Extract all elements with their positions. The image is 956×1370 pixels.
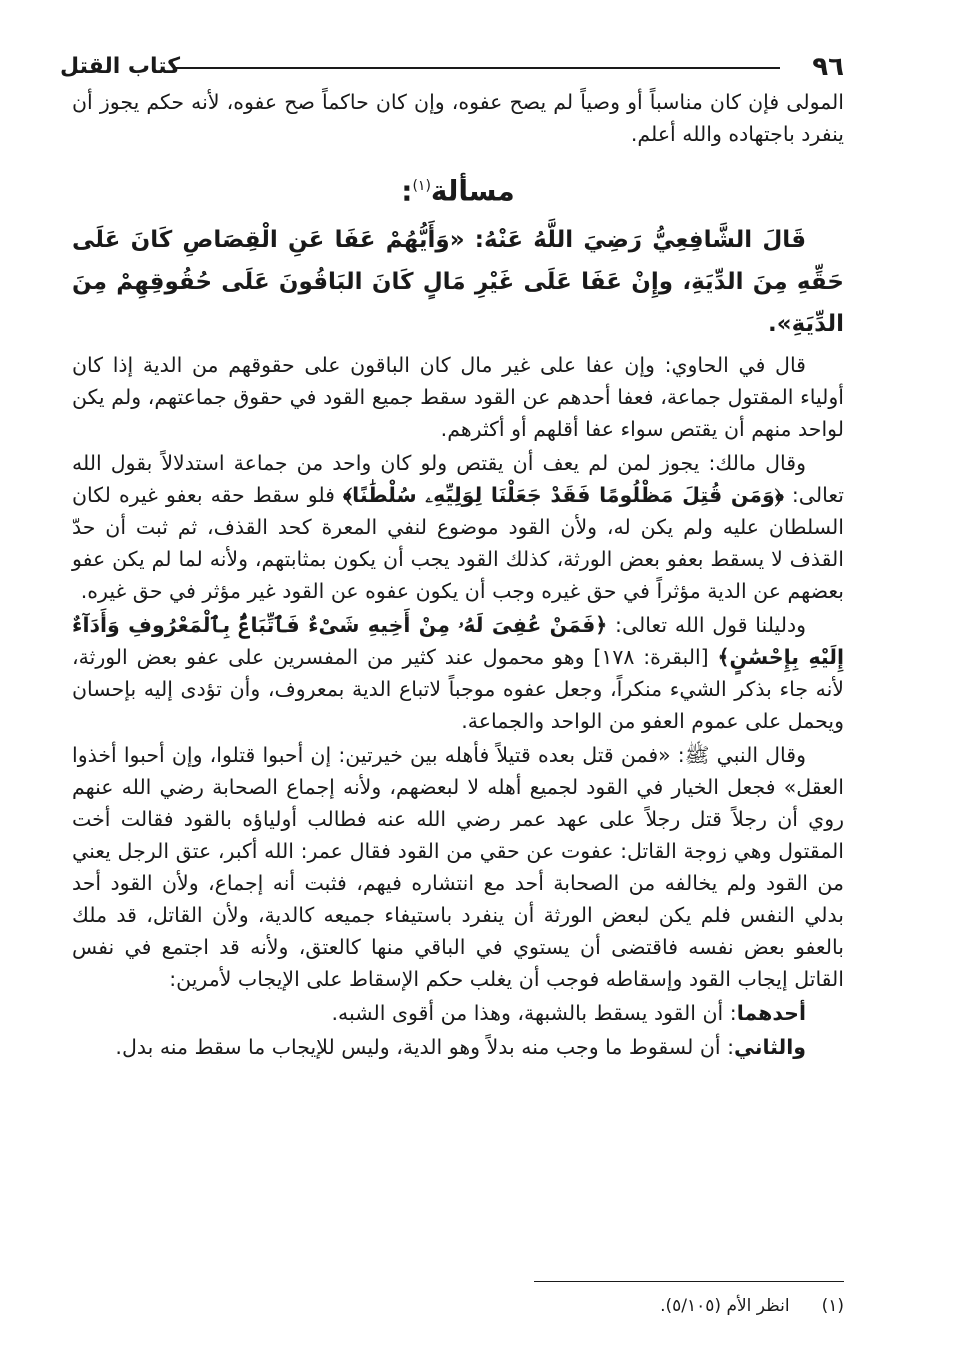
page-number: ٩٦ xyxy=(812,52,844,82)
issue-heading-text: مسألة xyxy=(430,174,515,208)
reason-first-label: أحدهما xyxy=(736,1001,806,1026)
paragraph-evidence xyxy=(72,609,844,737)
footnote-rule xyxy=(534,1281,844,1282)
paragraph-continuation: المولى فإن كان مناسباً أو وصياً لم يصح عفوه، وإن كان حاكماً صح عفوه، لأنه حكم يجوز أن ينفرد باجتهاده والله أعلم. xyxy=(72,90,844,146)
issue-heading xyxy=(72,162,844,215)
paragraph-hawi: قال في الحاوي: وإن عفا على غير مال كان الباقون على حقوقهم من الدية إذا كان أولياء المقتول جماعة، فعفا أحدهم عن القود سقط جميع القود في حقوق جماعتهم، ولم يكن لواحد منهم أن يقتص سواء عفا أقلهم أو أكثرهم. xyxy=(72,353,844,442)
reason-second-text: : أن لسقوط ما وجب منه بدلاً وهو الدية، وليس للإيجاب ما سقط منه بدل. xyxy=(115,1035,735,1060)
reason-first-text: : أن القود يسقط بالشبهة، وهذا من أقوى الشبه. xyxy=(331,1001,737,1026)
paragraph-malik-intro: وقال مالك: يجوز لمن لم يعف أن يقتص ولو كان واحد من جماعة استدلالاً بقول الله تعالى: xyxy=(72,451,844,508)
paragraph-evidence-intro: ودليلنا قول الله تعالى: xyxy=(607,613,806,638)
reason-first xyxy=(72,997,844,1029)
reason-second-label: والثاني xyxy=(734,1035,806,1060)
issue-heading-colon: : xyxy=(401,174,413,208)
paragraph-malik xyxy=(72,447,844,607)
footnote xyxy=(660,1294,844,1318)
page-header xyxy=(60,50,844,84)
paragraph-evidence-rest: [البقرة: ١٧٨] وهو محمول عند كثير من المفسرين على عفو بعض الورثة، لأنه جاء بذكر الشيء منكراً، وجعل عفوه موجباً لاتباع الدية بمعروف، وأن تؤدى إليه بإحسان ويحمل على عموم العفو من الواحد والجماعة. xyxy=(72,645,844,734)
reason-second xyxy=(72,1031,844,1063)
book-title: كتاب القتل xyxy=(60,54,181,79)
footnote-number: (١) xyxy=(821,1296,844,1316)
footnote-text: انظر الأم (٥/١٠٥). xyxy=(660,1296,790,1316)
header-rule xyxy=(175,67,780,69)
quran-verse-isra: ﴿وَمَن قُتِلَ مَظْلُومًا فَقَدْ جَعَلْنَا لِوَلِيِّهِۦ سُلْطَٰنًا﴾ xyxy=(343,483,784,508)
page-body xyxy=(72,86,844,1065)
quran-verse-baqara: ﴿فَمَنْ عُفِىَ لَهُۥ مِنْ أَخِيهِ شَىْءٌ فَٱتِّبَاعٌۢ بِٱلْمَعْرُوفِ وَأَدَآءٌ إِلَيْهِ بِإِحْسَٰنٍ﴾ xyxy=(72,613,844,670)
paragraph-hadith: وقال النبي ﷺ: «فمن قتل بعده قتيلاً فأهله بين خيرتين: إن أحبوا قتلوا، وإن أحبوا أخذوا العقل» فجعل الخيار في القود لجميع أهله لا لبعضهم، ولأنه إجماع الصحابة رضي الله عنهم روي أن رجلاً قتل رجلاً على عهد عمر رضي الله عنه فطالب أولياؤه بالقود فقالت أخت المقتول وهي زوجة القاتل: عفوت عن حقي من القود فقال عمر: الله أكبر، عتق الرجل يعني من القود ولم يخالفه من الصحابة أحد مع انتشاره فيهم، فثبت أنه إجماع، ولأن القود أحد بدلي النفس فلم يكن لبعض الورثة أن ينفرد باستيفاء جميعه كالدية، ولأن القاتل، قد ملك بالعفو بعض نفسه فاقتضى أن يستوي في الباقي منها كالعتق، ولأنه قد اجتمع في نفس القاتل إيجاب القود وإسقاطه فوجب أن يغلب حكم الإسقاط على الإيجاب لأمرين: xyxy=(72,743,844,992)
paragraph-malik-rest: فلو سقط حقه بعفو غيره لكان السلطان عليه ولم يكن له، ولأن القود موضوع لنفي المعرة كحد القذف، ثم ثبت أن حدّ القذف لا يسقط بعفو بعض الورثة، كذلك القود يجب أن يكون بمثابتهم، ولأنه لما لم يكن عفو بعضهم عن الدية مؤثراً في حق غيره وجب أن يكون عفوه عن القود غير مؤثر في حق غيره. xyxy=(72,483,844,604)
footnote-ref: (١) xyxy=(412,178,431,194)
shafii-quote: قَالَ الشَّافِعِيُّ رَضِيَ اللَّهُ عَنْهُ: «وَأَيُّهُمْ عَفَا عَنِ الْقِصَاصِ كَانَ عَلَى حَقِّهِ مِنَ الدِّيَةِ، وإِنْ عَفَا عَلَى غَيْرِ مَالٍ كَانَ البَاقُونَ عَلَى حُقُوقِهِمْ مِنَ الدِّيَةِ». xyxy=(72,227,844,338)
